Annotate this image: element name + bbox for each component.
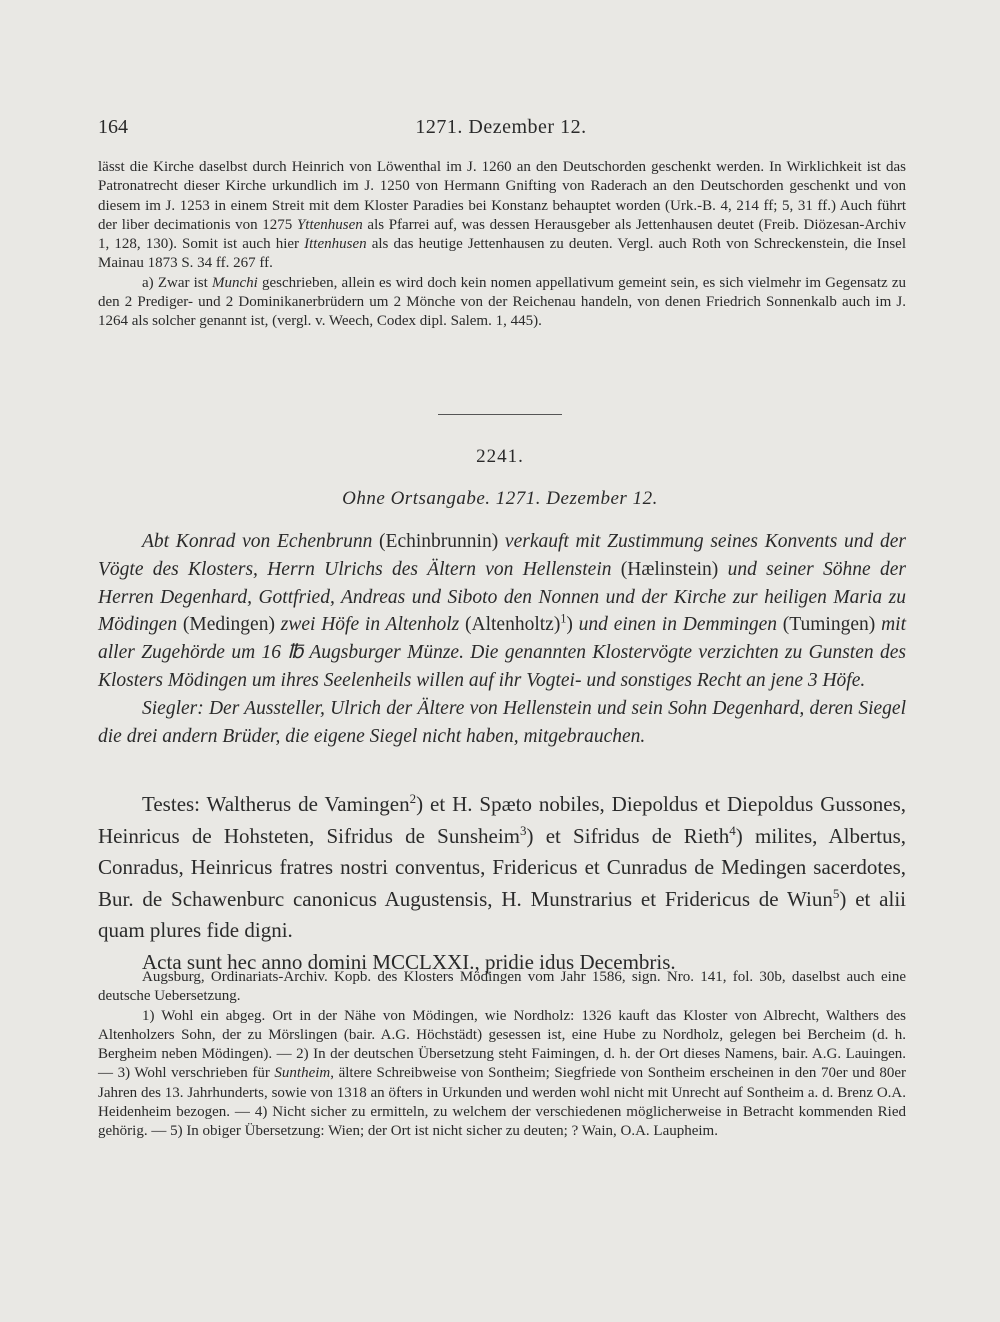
acta-paragraph: Acta sunt hec anno domini MCCLXXI., pridie idus Decembris. — [142, 949, 676, 974]
charter-text — [98, 789, 906, 979]
document-number: 2241. — [476, 446, 524, 467]
running-header — [98, 116, 904, 144]
document-dateline: Ohne Ortsangabe. 1271. Dezember 12. — [342, 488, 658, 509]
previous-document-notes — [98, 158, 906, 332]
note-continuation: lässt die Kirche daselbst durch Heinrich von Löwenthal im J. 1260 an den Deutschorden geschenkt werden. In Wirklichkeit ist das Patronatrecht dieser Kirche urkundlich im J. 1250 von Hermann Gnifting von Raderach an den Deutschorden geschenkt und von diesem im J. 1253 in einem Streit mit dem Kloster Paradies bei Konstanz behauptet worden (Urk.-B. 4, 214 ff; 5, 31 ff.) Auch führt der liber decimationis von 1275 Yttenhusen als Pfarrei auf, was dessen Herausgeber als Jettenhausen deutet (Freib. Diözesan-Archiv 1, 128, 130). Somit ist auch hier Ittenhusen als das heutige Jettenhausen zu deuten. Vergl. auch Roth von Schreckenstein, die Insel Mainau 1873 S. 34 ff. 267 ff. — [98, 159, 906, 272]
header-title: 1271. Dezember 12. — [415, 116, 587, 138]
regest-paragraph: Abt Konrad von Echenbrunn (Echinbrunnin) verkauft mit Zustimmung seines Konvents und der Vögte des Klosters, Herrn Ulrichs des Ältern von Hellenstein (Hælinstein) und seiner Söhne der Herren Degenhard, Gottfried, Andreas und Siboto den Nonnen und der Kirche zur heiligen Maria zu Mödingen (Medingen) zwei Höfe in Altenholz (Altenholtz)$^1$) und einen in Demmingen (Tumingen) mit aller Zugehörde um 16 ℔ Augsburger Münze. Die genannten Klostervögte verzichten zu Gunsten des Klosters Mödingen um ihres Seelenheils willen auf ihr Vogtei- und sonstiges Recht an jene 3 Höfe. — [98, 531, 906, 691]
note-a: a) Zwar ist Munchi geschrieben, allein es wird doch kein nomen appellativum gemeint sein, es sich vielmehr im Gegensatz zu den 2 Prediger- und 2 Dominikanerbrüdern um 2 Mönche von der Reichenau handeln, von denen Friedrich Sonnenkalb auch im J. 1264 als solcher genannt ist, (vergl. v. Weech, Codex dipl. Salem. 1, 445). — [98, 274, 906, 330]
page-number: 164 — [98, 116, 128, 138]
section-divider — [438, 414, 562, 415]
regest-summary — [98, 528, 906, 750]
document-notes — [98, 968, 906, 1142]
footnotes: 1) Wohl ein abgeg. Ort in der Nähe von Mödingen, wie Nordholz: 1326 kauft das Kloster von Albrecht, Walthers des Altenholzers Sohn, der zu Mörslingen (bair. A.G. Höchstädt) gesessen ist, eine Hube zu Nordholz, gelegen bei Bercheim (d. h. Bergheim neben Mödingen). — 2) In der deutschen Übersetzung steht Faimingen, d. h. der Ort dieses Namens, bair. A.G. Lauingen. — 3) Wohl verschrieben für Suntheim, ältere Schreibweise von Sontheim; Siegfriede von Sontheim erscheinen in den 70er und 80er Jahren des 13. Jahrhunderts, sowie von 1318 an öfters in Urkunden und werden wohl nicht mit Unrecht auf Sontheim a. d. Brenz O.A. Heidenheim bezogen. — 4) Nicht sicher zu ermitteln, zu welchem der verschiedenen möglicherweise in Betracht kommenden Ried gehörig. — 5) In obiger Übersetzung: Wien; der Ort ist nicht sicher zu deuten; ? Wain, O.A. Laupheim. — [98, 1007, 907, 1140]
siegler-paragraph: Siegler: Der Aussteller, Ulrich der Ältere von Hellenstein und sein Sohn Degenhard, deren Siegel die drei andern Brüder, die eigene Siegel nicht haben, mitgebrauchen. — [98, 697, 906, 747]
source-note: Augsburg, Ordinariats-Archiv. Kopb. des Klosters Mödingen vom Jahr 1586, sign. Nro. 141, fol. 30b, daselbst auch eine deutsche Uebersetzung. — [98, 969, 906, 1005]
testes-paragraph: Testes: Waltherus de Vamingen$^2$) et H. Spæto nobiles, Diepoldus et Diepoldus Gussones, Heinricus de Hohsteten, Sifridus de Sunsheim$^3$) et Sifridus de Rieth$^4$) milites, Albertus, Conradus, Heinricus fratres nostri conventus, Fridericus et Cunradus de Medingen sacerdotes, Bur. de Schawenburc canonicus Augustensis, H. Munstrarius et Fridericus de Wiun$^5$) et alii quam plures fide digni. — [98, 791, 907, 943]
